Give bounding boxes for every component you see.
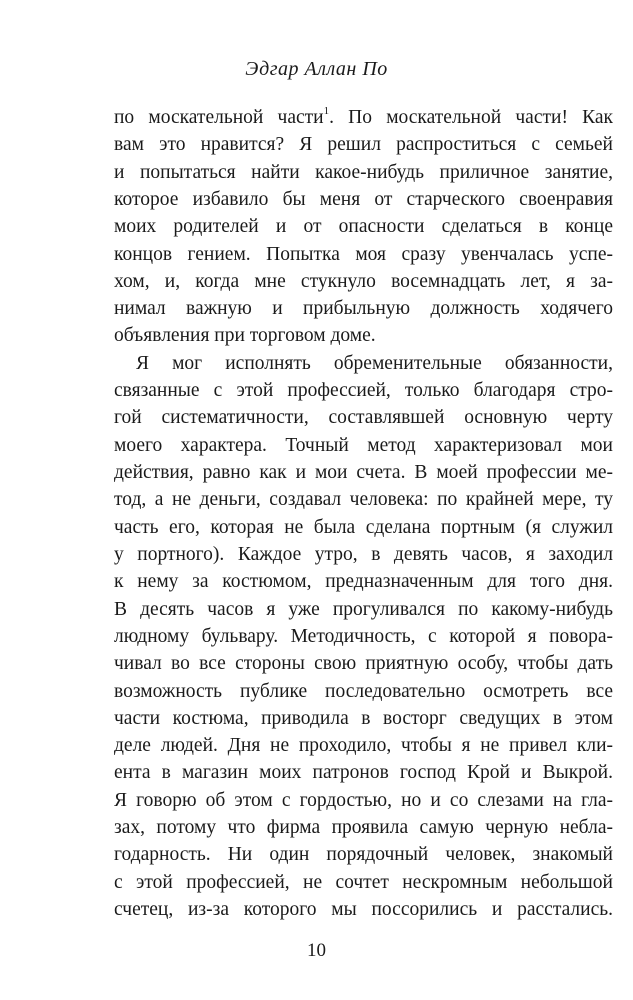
text-line: часть его, которая не была сделана портным (я служил (114, 517, 613, 538)
text-line: ента в магазин моих патронов господ Крой и Выкрой. (114, 762, 613, 783)
text-line: хом, и, когда мне стукнуло восемнадцать лет, я за- (114, 271, 613, 292)
text-line: В десять часов я уже прогуливался по какому-нибудь (114, 599, 613, 620)
text-line: тод, а не деньги, создавал человека: по крайней мере, ту (114, 489, 613, 510)
text-line: Я мог исполнять обременительные обязанности, (136, 353, 613, 374)
text-line: вам это нравится? Я решил распроститься с семьей (114, 134, 613, 155)
text-line: к нему за костюмом, предназначенным для того дня. (114, 571, 613, 592)
page-number: 10 (307, 940, 326, 961)
footnote-marker: 1 (323, 105, 330, 117)
text-line: счетец, из-за которого мы поссорились и расстались. (114, 899, 613, 920)
text-line: чивал во все стороны свою приятную особу, чтобы дать (114, 653, 613, 674)
running-head: Эдгар Аллан По (245, 58, 388, 80)
text-line: моих родителей и от опасности сделаться в конце (114, 216, 613, 237)
text-line: гой систематичности, составлявшей основную черту (114, 407, 613, 428)
text-fragment: по москательной части (114, 107, 324, 128)
text-line: нимал важную и прибыльную должность ходячего (114, 298, 613, 319)
text-line: возможность публике последовательно осмотреть все (114, 681, 613, 702)
text-line: Я говорю об этом с гордостью, но и со слезами на гла- (114, 790, 613, 811)
text-line: объявления при торговом доме. (114, 325, 376, 346)
text-line: связанные с этой профессией, только благодаря стро- (114, 380, 613, 401)
text-line: у портного). Каждое утро, в девять часов, я заходил (114, 544, 613, 565)
text-line: зах, потому что фирма проявила самую черную небла- (114, 817, 613, 838)
text-line: с этой профессией, не сочтет нескромным небольшой (114, 872, 613, 893)
text-line: моего характера. Точный метод характеризовал мои (114, 435, 613, 456)
text-line (114, 105, 613, 128)
text-line: и попытаться найти какое-нибудь приличное занятие, (114, 162, 613, 183)
text-line: концов гением. Попытка моя сразу увенчалась успе- (114, 244, 613, 265)
text-line: действия, равно как и мои счета. В моей профессии ме- (114, 462, 613, 483)
text-line: годарность. Ни один порядочный человек, знакомый (114, 844, 613, 865)
text-line: которое избавило бы меня от старческого своенравия (114, 189, 613, 210)
text-fragment: . По москательной части! Как (329, 107, 613, 128)
text-line: людному бульвару. Методичность, с которой я повора- (114, 626, 613, 647)
text-line: части костюма, приводила в восторг сведущих в этом (114, 708, 613, 729)
text-line: деле людей. Дня не проходило, чтобы я не привел кли- (114, 735, 613, 756)
